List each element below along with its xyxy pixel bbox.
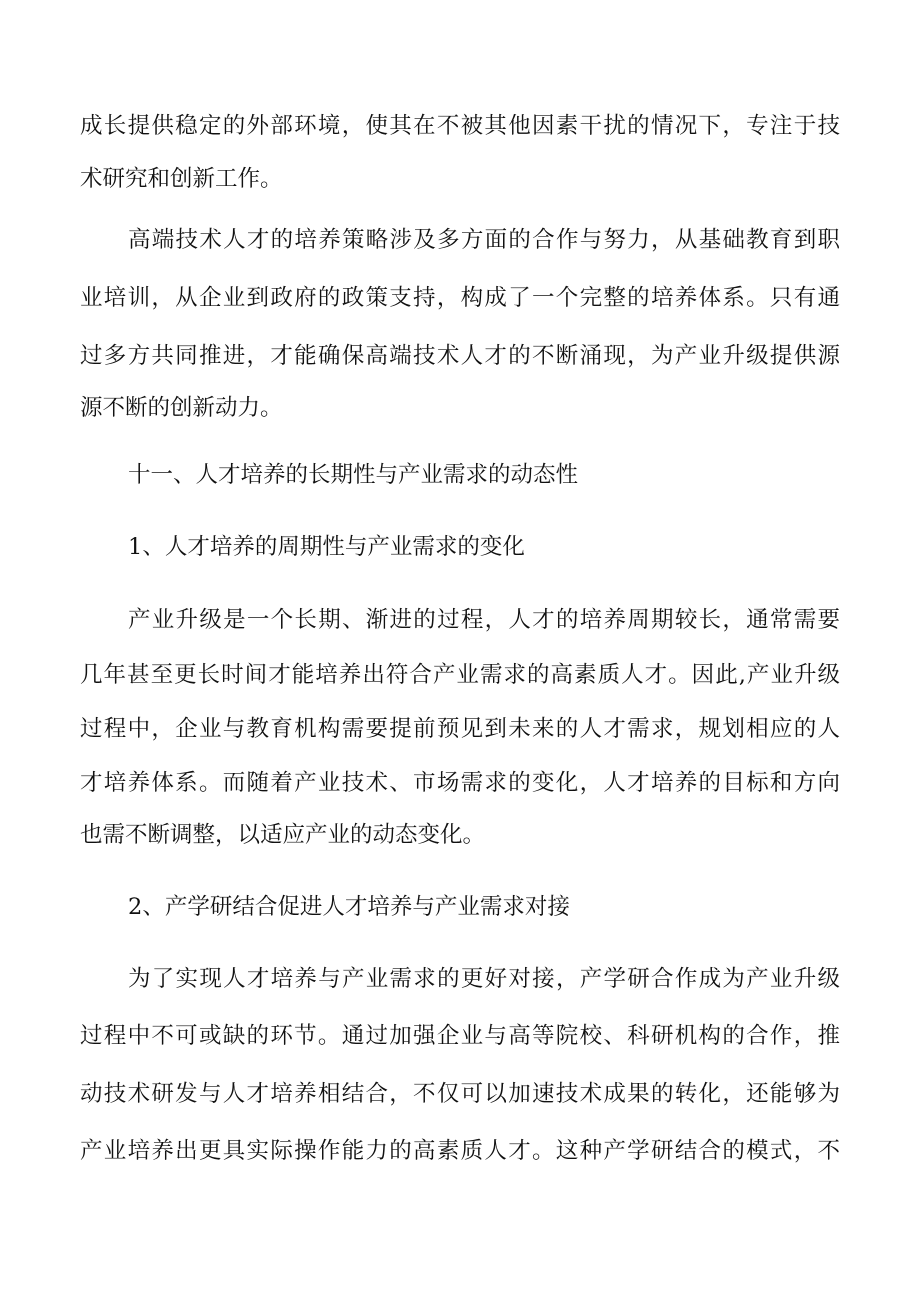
- paragraph-2-line-1: 高端技术人才的培养策略涉及多方面的合作与努力，从基础教育到职: [128, 227, 840, 253]
- paragraph-2-line-3: 过多方共同推进，才能确保高端技术人才的不断涌现，为产业升级提供源: [80, 343, 840, 369]
- paragraph-4-line-3: 动技术研发与人才培养相结合，不仅可以加速技术成果的转化，还能够为: [80, 1081, 840, 1107]
- subheading-2: 2、产学研结合促进人才培养与产业需求对接: [128, 894, 570, 920]
- paragraph-1-line-2: 术研究和创新工作。: [80, 166, 283, 192]
- section-heading: 十一、人才培养的长期性与产业需求的动态性: [128, 462, 579, 488]
- paragraph-2-line-2: 业培训，从企业到政府的政策支持，构成了一个完整的培养体系。只有通: [80, 285, 840, 311]
- paragraph-3-line-4: 才培养体系。而随着产业技术、市场需求的变化，人才培养的目标和方向: [80, 770, 840, 796]
- paragraph-4-line-2: 过程中不可或缺的环节。通过加强企业与高等院校、科研机构的合作，推: [80, 1023, 840, 1049]
- paragraph-1-line-1: 成长提供稳定的外部环境，使其在不被其他因素干扰的情况下，专注于技: [80, 113, 840, 139]
- subheading-1: 1、人才培养的周期性与产业需求的变化: [128, 534, 525, 560]
- paragraph-4-line-4: 产业培养出更具实际操作能力的高素质人才。这种产学研结合的模式，不: [80, 1138, 840, 1164]
- paragraph-3-line-3: 过程中，企业与教育机构需要提前预见到未来的人才需求，规划相应的人: [80, 716, 840, 742]
- paragraph-3-line-5: 也需不断调整，以适应产业的动态变化。: [80, 822, 486, 848]
- paragraph-2-line-4: 源不断的创新动力。: [80, 395, 283, 421]
- paragraph-3-line-2: 几年甚至更长时间才能培养出符合产业需求的高素质人才。因此,产业升级: [80, 662, 840, 688]
- paragraph-3-line-1: 产业升级是一个长期、渐进的过程，人才的培养周期较长，通常需要: [128, 607, 840, 633]
- paragraph-4-line-1: 为了实现人才培养与产业需求的更好对接，产学研合作成为产业升级: [128, 966, 840, 992]
